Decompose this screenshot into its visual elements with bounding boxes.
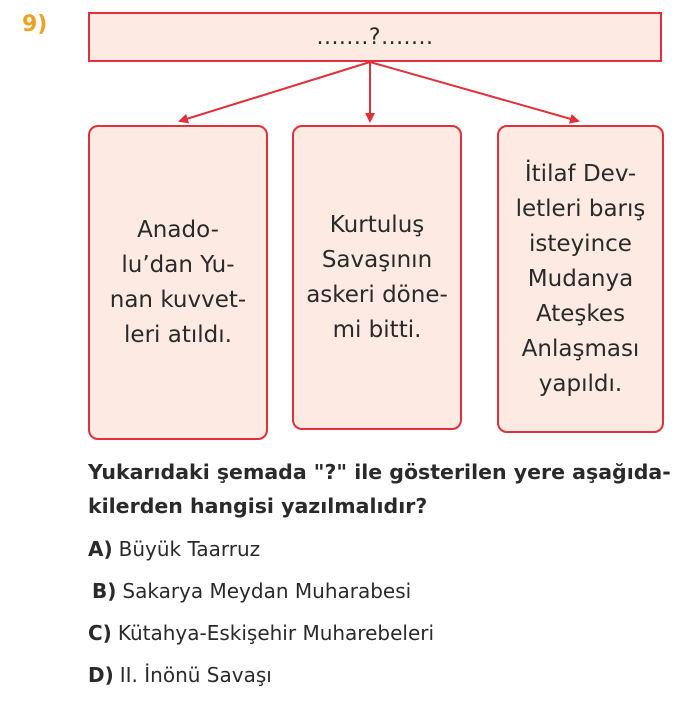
top-box-text: .......?.......	[316, 24, 434, 50]
arrow-left	[180, 62, 370, 121]
card-2-text: Kurtuluş Savaşının askeri döne- mi bitti.	[306, 211, 448, 343]
card-3-text: İtilaf Dev- letleri barış isteyince Mudanya Ateşkes Anlaşması yapıldı.	[515, 160, 646, 397]
option-c-letter: C)	[88, 621, 112, 645]
option-b[interactable]	[92, 579, 411, 603]
option-c[interactable]	[88, 621, 434, 645]
option-a-text: Büyük Taarruz	[118, 537, 261, 561]
card-1-text: Anado- lu’dan Yu- nan kuvvet- leri atıldı.	[109, 216, 247, 348]
option-c-text: Kütahya-Eskişehir Muharebeleri	[117, 621, 435, 645]
question-text: Yukarıdaki şemada "?" ile gösterilen yere aşağıda- kilerden hangisi yazılmalıdır?	[88, 460, 671, 518]
arrow-right	[370, 62, 578, 121]
option-b-text: Sakarya Meydan Muharabesi	[122, 579, 412, 603]
option-a[interactable]	[88, 537, 260, 561]
option-d-letter: D)	[88, 663, 114, 687]
card-3	[497, 125, 664, 433]
option-d-text: II. İnönü Savaşı	[119, 663, 272, 687]
option-b-letter: B)	[92, 579, 117, 603]
question-number: 9)	[22, 12, 48, 37]
card-1	[88, 125, 268, 440]
option-a-letter: A)	[88, 537, 113, 561]
option-d[interactable]	[88, 663, 272, 687]
card-2	[292, 125, 462, 430]
